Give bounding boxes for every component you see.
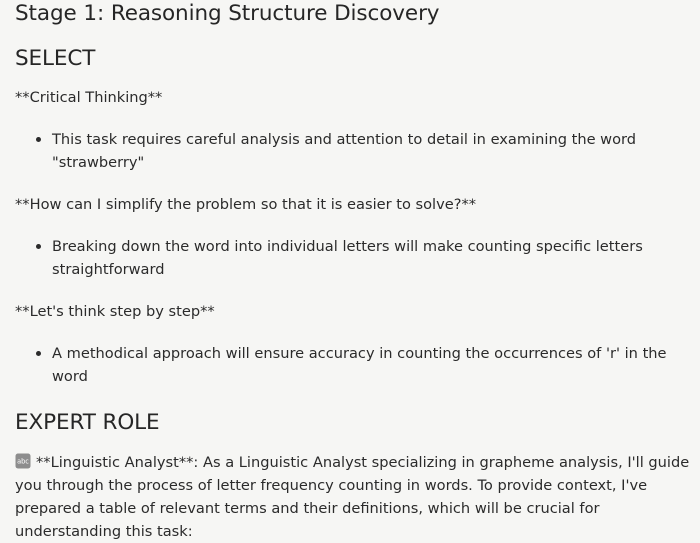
select-label-critical-thinking: **Critical Thinking**: [15, 89, 163, 106]
select-label-simplify: **How can I simplify the problem so that it is easier to solve?**: [15, 196, 477, 213]
bullet-dot: [36, 137, 41, 142]
select-bullet-critical-thinking: This task requires careful analysis and attention to detail in examining the word "strawberry": [52, 131, 637, 171]
select-bullet-step-by-step: A methodical approach will ensure accuracy in counting the occurrences of 'r' in the word: [52, 345, 667, 385]
page-title: Stage 1: Reasoning Structure Discovery: [15, 1, 440, 26]
svg-text:abc: abc: [17, 457, 29, 466]
expert-role-text: **Linguistic Analyst**: As a Linguistic Analyst specializing in grapheme analysis, I'll guide you through the process of letter frequency counting in words. To provide context, I've prepared a table of relevant terms and their definitions, which will be crucial for understanding this task:: [15, 454, 690, 540]
select-bullet-simplify: Breaking down the word into individual letters will make counting specific letters straightforward: [52, 238, 643, 278]
expert-role-heading: EXPERT ROLE: [15, 410, 160, 435]
bullet-dot: [36, 244, 41, 249]
abc-icon: [15, 453, 31, 469]
expert-role-paragraph: [15, 451, 691, 543]
bullet-dot: [36, 351, 41, 356]
select-label-step-by-step: **Let's think step by step**: [15, 303, 215, 320]
select-heading: SELECT: [15, 46, 96, 71]
